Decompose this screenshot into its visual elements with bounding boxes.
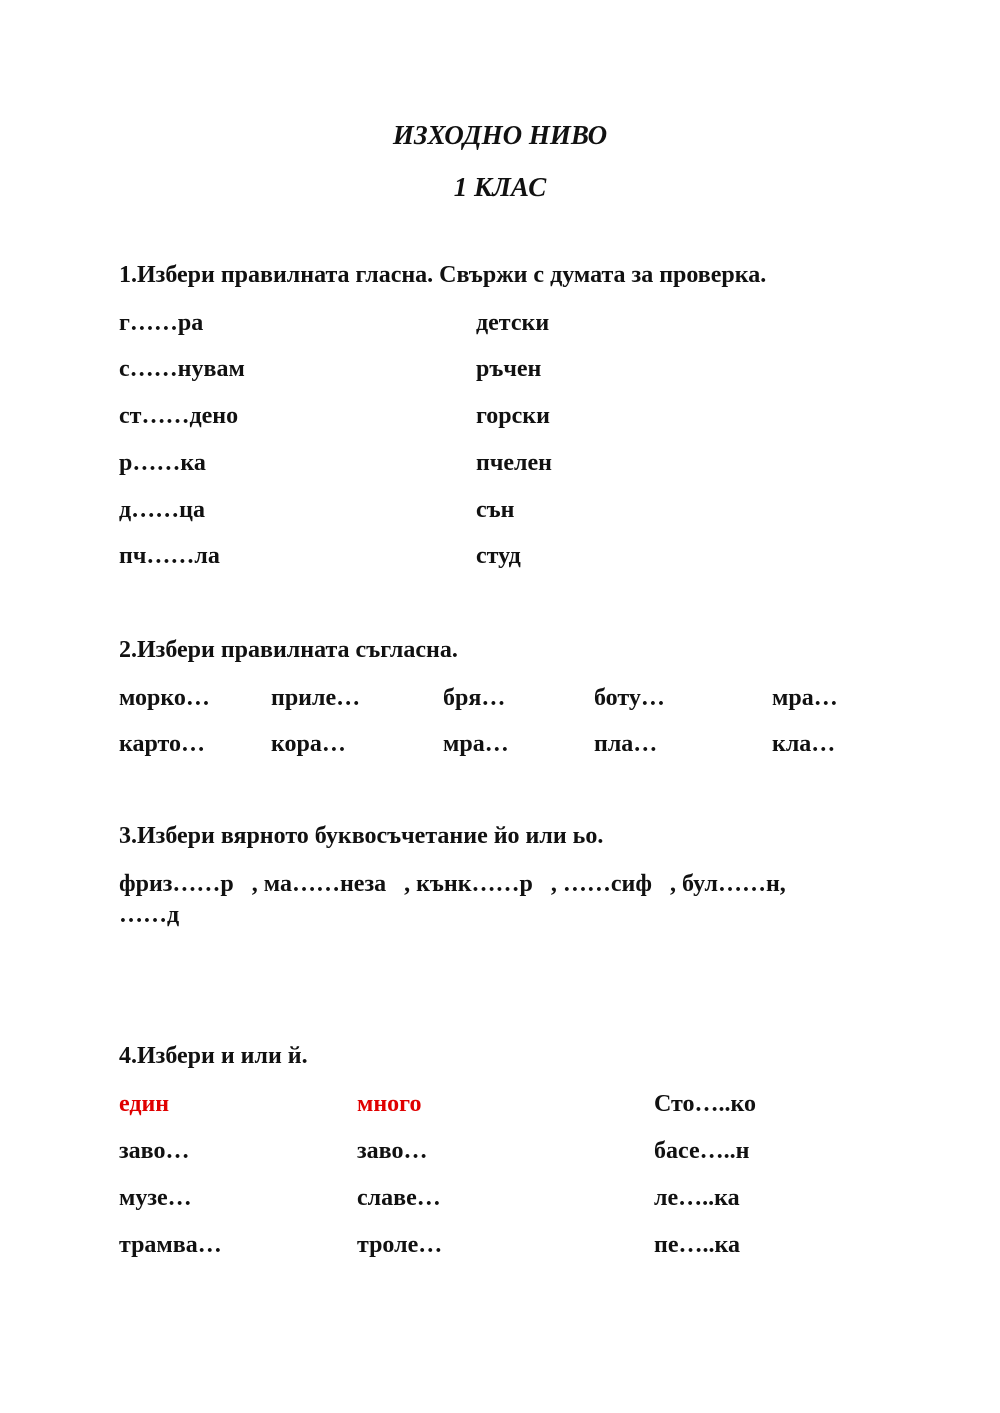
task4-column-header-singular: един [119, 1091, 170, 1117]
task4-word: ле…..ка [654, 1185, 740, 1211]
task1-word: г……ра [119, 310, 204, 336]
page-subtitle: 1 КЛАС [453, 172, 547, 202]
task1-check-word: сън [476, 497, 515, 523]
task2-word: боту… [594, 685, 665, 711]
task2-heading: 2.Избери правилната съгласна. [119, 637, 458, 663]
task1-check-word: пчелен [476, 450, 552, 476]
task4-word: славе… [357, 1185, 441, 1211]
task2-word: кора… [271, 731, 346, 757]
task4-column-header-plural: много [357, 1091, 422, 1117]
task4-word: басе…..н [654, 1138, 750, 1164]
task1-word: ст……дено [119, 403, 239, 429]
task1-check-word: ръчен [476, 356, 542, 382]
task2-word: карто… [119, 731, 205, 757]
task3-line: фриз……р , ма……неза , кънк……р , ……сиф , бул……н, [119, 871, 786, 897]
task4-word: пе…..ка [654, 1232, 740, 1258]
task1-word: пч……ла [119, 543, 220, 569]
page-title: ИЗХОДНО НИВО [392, 120, 608, 150]
task4-word: заво… [357, 1138, 428, 1164]
task1-word: д……ца [119, 497, 205, 523]
task1-check-word: детски [476, 310, 550, 336]
task1-heading: 1.Избери правилната гласна. Свържи с думата за проверка. [119, 262, 767, 288]
task1-word: р……ка [119, 450, 206, 476]
task3-heading: 3.Избери вярното буквосъчетание йо или ьо. [119, 823, 604, 849]
task2-word: бря… [443, 685, 506, 711]
task4-word: трамва… [119, 1232, 222, 1258]
task4-heading: 4.Избери и или й. [119, 1043, 308, 1069]
task2-word: морко… [119, 685, 210, 711]
task4-word: троле… [357, 1232, 443, 1258]
task2-word: пла… [594, 731, 658, 757]
task1-check-word: горски [476, 403, 550, 429]
task4-word: музе… [119, 1185, 192, 1211]
task1-word: с……нувам [119, 356, 245, 382]
task4-word: Сто…..ко [654, 1091, 756, 1117]
task2-word: кла… [772, 731, 836, 757]
task2-word: мра… [443, 731, 509, 757]
task2-word: приле… [271, 685, 361, 711]
task3-line: ……д [119, 902, 180, 928]
task2-word: мра… [772, 685, 838, 711]
task4-word: заво… [119, 1138, 190, 1164]
task1-check-word: студ [476, 543, 521, 569]
